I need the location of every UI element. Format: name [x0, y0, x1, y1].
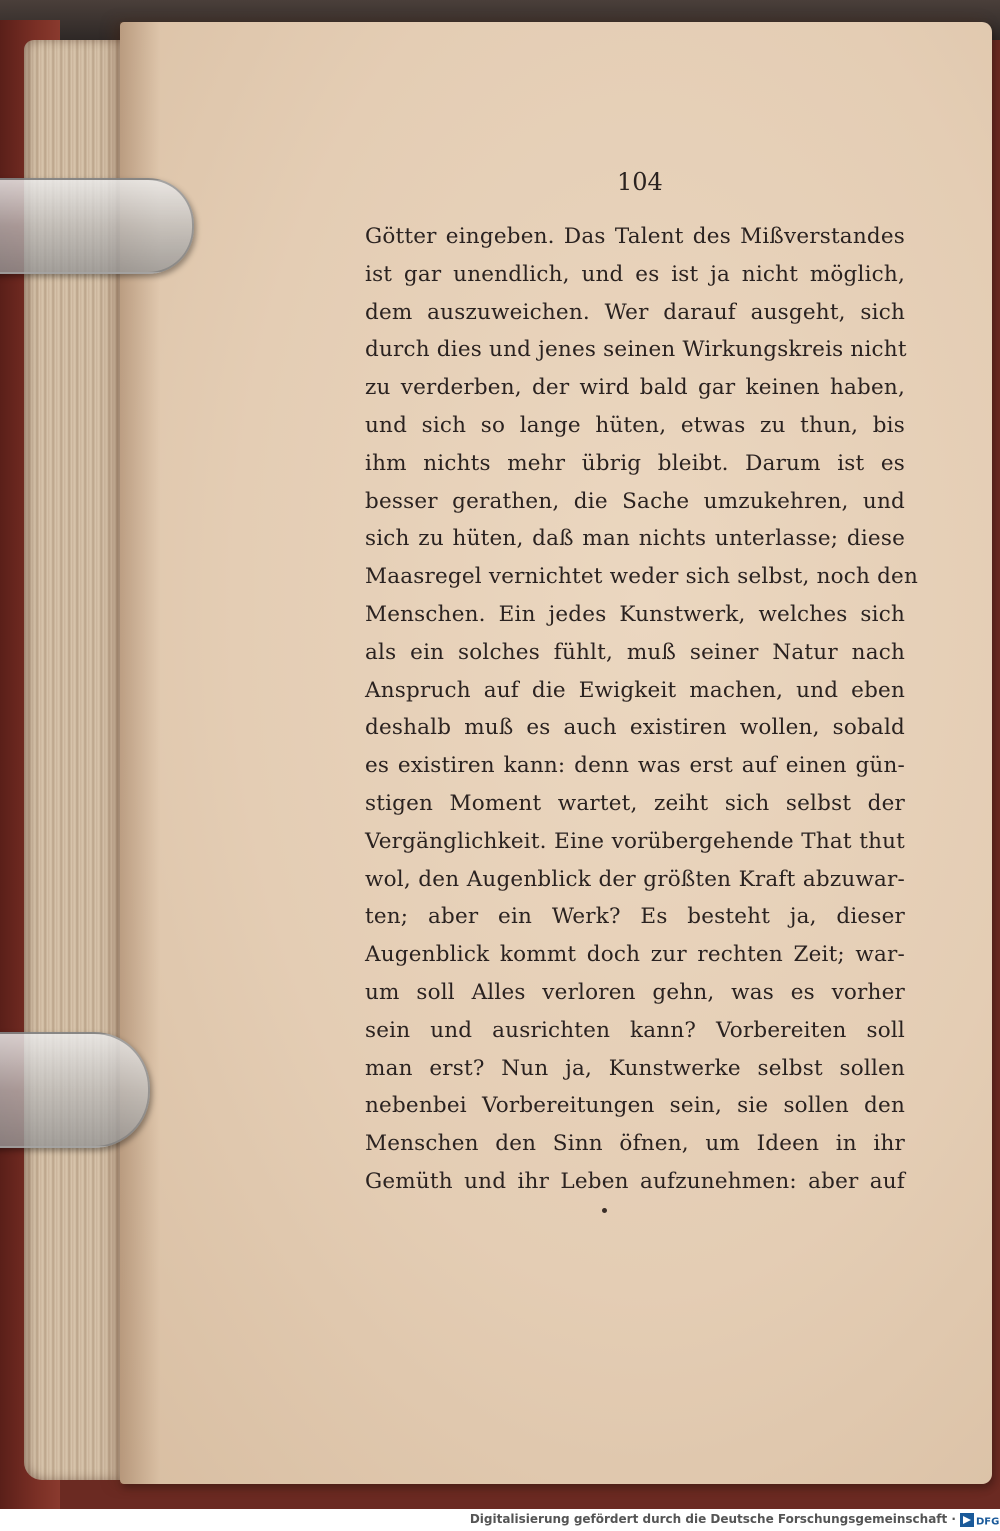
text-line: als ein solches fühlt, muß seiner Natur nach: [365, 639, 905, 665]
text-line: Gemüth und ihr Leben aufzunehmen: aber auf: [365, 1168, 905, 1194]
text-line: stigen Moment wartet, zeiht sich selbst der: [365, 790, 905, 816]
text-line: ihm nichts mehr übrig bleibt. Darum ist es: [365, 450, 905, 476]
text-line: durch dies und jenes seinen Wirkungskreis nicht: [365, 337, 907, 363]
text-line: es existiren kann: denn was erst auf einen gün-: [365, 753, 905, 779]
text-line: Vergänglichkeit. Eine vorübergehende That thut: [365, 828, 905, 854]
text-line: sein und ausrichten kann? Vorbereiten soll: [365, 1017, 905, 1043]
text-line: man erst? Nun ja, Kunstwerke selbst sollen: [365, 1055, 905, 1081]
text-line: um soll Alles verloren gehn, was es vorher: [365, 979, 905, 1005]
text-line: Maasregel vernichtet weder sich selbst, noch den: [365, 564, 919, 590]
text-line: ten; aber ein Werk? Es besteht ja, dieser: [365, 904, 905, 930]
page-holder-clip-bottom: [0, 1032, 150, 1148]
text-line: Götter eingeben. Das Talent des Mißverstandes: [365, 224, 905, 249]
text-line: besser gerathen, die Sache umzukehren, und: [365, 488, 905, 514]
svg-text:DFG: DFG: [976, 1516, 1000, 1528]
text-line: Menschen den Sinn öfnen, um Ideen in ihr: [365, 1131, 905, 1157]
dfg-logo-icon: [960, 1512, 1000, 1528]
text-line: sich zu hüten, daß man nichts unterlasse; diese: [365, 526, 905, 552]
page-number: 104: [617, 168, 663, 196]
page-holder-clip-top: [0, 178, 194, 274]
text-line: dem auszuweichen. Wer darauf ausgeht, sich: [365, 299, 905, 325]
text-line: Anspruch auf die Ewigkeit machen, und eben: [365, 677, 905, 703]
funding-credit: Digitalisierung gefördert durch die Deutsche Forschungsgemeinschaft ·: [469, 1512, 956, 1526]
body-text: [365, 218, 919, 1201]
ink-speck: [602, 1208, 607, 1213]
text-line: ist gar unendlich, und es ist ja nicht möglich,: [365, 261, 905, 287]
text-line: Menschen. Ein jedes Kunstwerk, welches sich: [365, 601, 905, 627]
footer-bar: [0, 1509, 1000, 1531]
text-line: Augenblick kommt doch zur rechten Zeit; war-: [365, 942, 905, 968]
text-line: deshalb muß es auch existiren wollen, sobald: [365, 715, 905, 741]
text-line: zu verderben, der wird bald gar keinen haben,: [365, 375, 905, 401]
text-line: nebenbei Vorbereitungen sein, sie sollen den: [365, 1093, 905, 1119]
text-line: wol, den Augenblick der größten Kraft abzuwar-: [365, 866, 905, 892]
text-line: und sich so lange hüten, etwas zu thun, bis: [365, 412, 905, 438]
